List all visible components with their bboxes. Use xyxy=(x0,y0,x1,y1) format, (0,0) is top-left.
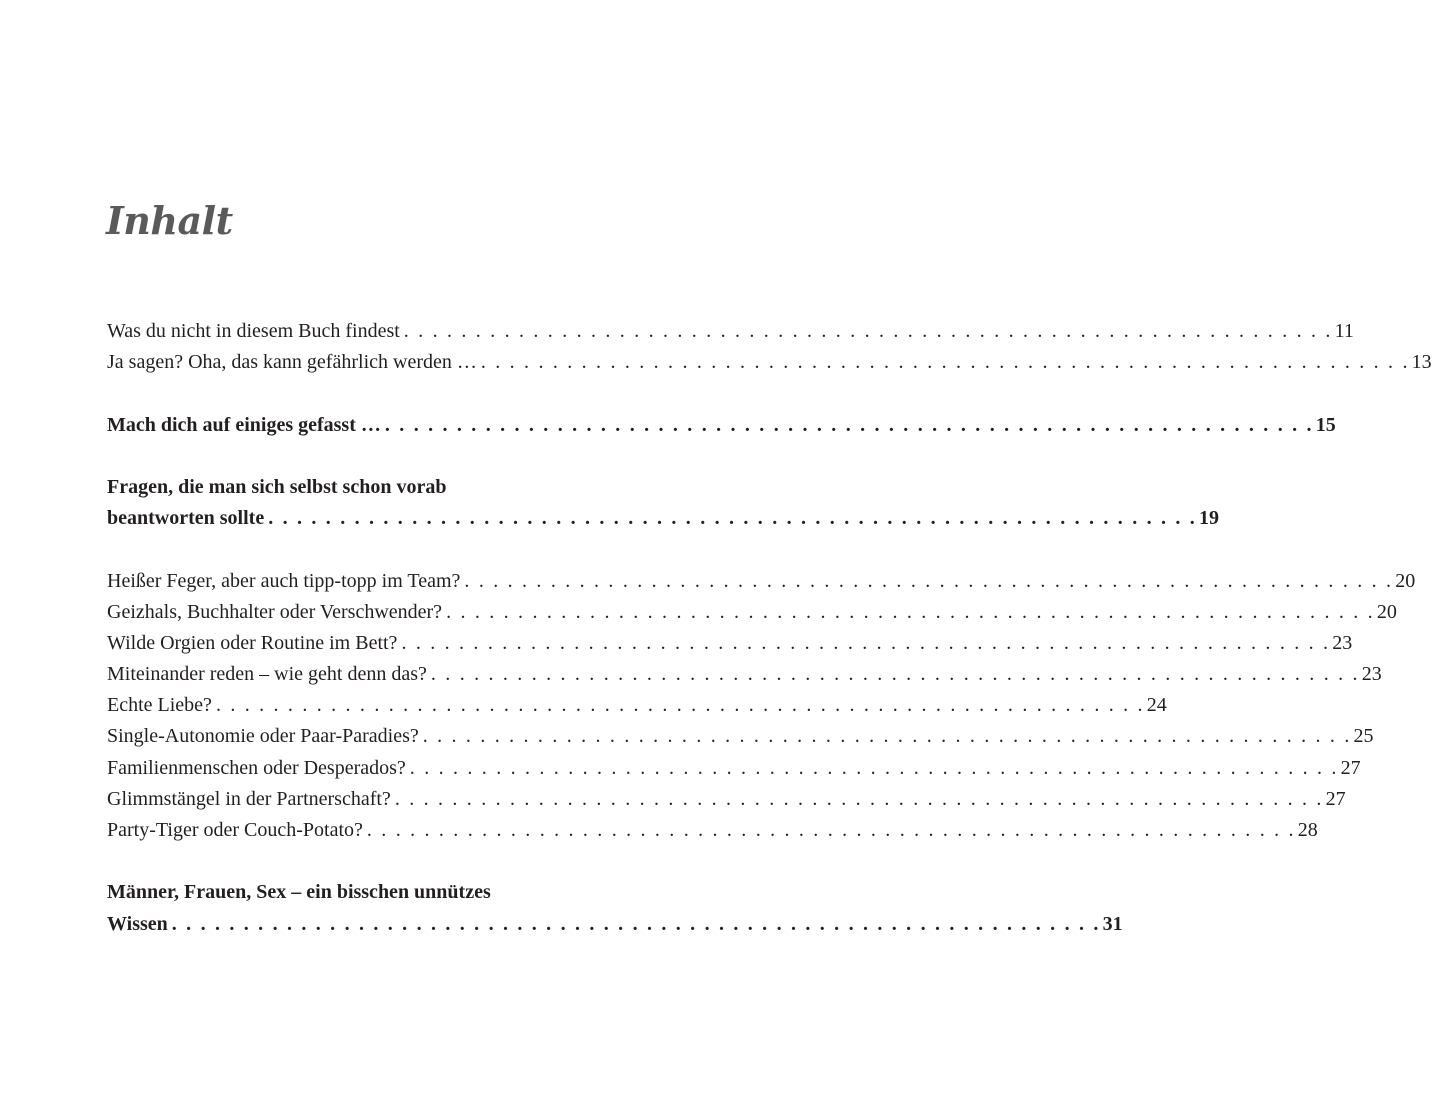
dot-leader: . . . . . . . . . . . . . . . . . . . . . . . . . . . . . . . . . . . . . . . . . . . . . . . . . . . . . . . . . . . . . . . . . xyxy=(409,756,1339,779)
toc-entry-page: 20 xyxy=(1395,569,1416,592)
dot-leader: . . . . . . . . . . . . . . . . . . . . . . . . . . . . . . . . . . . . . . . . . . . . . . . . . . . . . . . . . . . . . . . . . xyxy=(215,694,1145,717)
toc-entry-title: Wilde Orgien oder Routine im Bett? xyxy=(107,631,398,654)
dot-leader: . . . . . . . . . . . . . . . . . . . . . . . . . . . . . . . . . . . . . . . . . . . . . . . . . . . . . . . . . . . . . . . . . xyxy=(464,569,1394,592)
toc-entry xyxy=(107,628,1353,659)
toc-chapter-title: beantworten sollte xyxy=(107,507,265,530)
toc-entry-title: Glimmstängel in der Partnerschaft? xyxy=(107,787,391,810)
toc-entry-page: 23 xyxy=(1332,631,1353,654)
toc-entry-page: 25 xyxy=(1353,725,1374,748)
toc-entry-page: 20 xyxy=(1376,600,1397,623)
toc-entry xyxy=(107,316,1354,347)
toc-entry xyxy=(107,659,1382,690)
toc-chapter xyxy=(107,410,1336,441)
toc-entry-title: Familienmenschen oder Desperados? xyxy=(107,756,406,779)
toc-entry-page: 23 xyxy=(1361,663,1382,686)
spacer xyxy=(107,441,602,472)
toc-chapter-title: Wissen xyxy=(107,912,168,935)
toc-chapter xyxy=(107,503,1220,534)
toc-chapter xyxy=(107,909,1123,940)
spacer xyxy=(107,534,602,565)
dot-leader: . . . . . . . . . . . . . . . . . . . . . . . . . . . . . . . . . . . . . . . . . . . . . . . . . . . . . . . . . . . . . . . . . xyxy=(394,787,1324,810)
toc-entry-page: 28 xyxy=(1297,819,1318,841)
toc-chapter-title-line: Männer, Frauen, Sex – ein bisschen unnützes xyxy=(107,881,491,904)
toc-entry-title: Single-Autonomie oder Paar-Paradies? xyxy=(107,725,419,748)
toc-chapter-title: Mach dich auf einiges gefasst … xyxy=(107,413,381,436)
toc-entry-page: 27 xyxy=(1340,756,1361,779)
toc-entry xyxy=(107,815,1318,846)
spacer xyxy=(107,846,602,877)
toc-entry-title: Heißer Feger, aber auch tipp-topp im Team? xyxy=(107,569,461,592)
table-of-contents xyxy=(107,316,1432,940)
toc-entry-title: Ja sagen? Oha, das kann gefährlich werden … xyxy=(107,351,477,374)
dot-leader: . . . . . . . . . . . . . . . . . . . . . . . . . . . . . . . . . . . . . . . . . . . . . . . . . . . . . . . . . . . . . . . . . xyxy=(480,351,1410,374)
dot-leader: . . . . . . . . . . . . . . . . . . . . . . . . . . . . . . . . . . . . . . . . . . . . . . . . . . . . . . . . . . . . . . . . . xyxy=(268,507,1198,530)
toc-entry-page: 27 xyxy=(1325,787,1346,810)
toc-chapter-page: 19 xyxy=(1199,507,1220,530)
page-title: Inhalt xyxy=(106,198,233,243)
dot-leader: . . . . . . . . . . . . . . . . . . . . . . . . . . . . . . . . . . . . . . . . . . . . . . . . . . . . . . . . . . . . . . . . . xyxy=(384,413,1314,436)
dot-leader: . . . . . . . . . . . . . . . . . . . . . . . . . . . . . . . . . . . . . . . . . . . . . . . . . . . . . . . . . . . . . . . . . xyxy=(171,912,1101,935)
toc-chapter-page: 31 xyxy=(1102,912,1123,935)
dot-leader: . . . . . . . . . . . . . . . . . . . . . . . . . . . . . . . . . . . . . . . . . . . . . . . . . . . . . . . . . . . . . . . . . xyxy=(446,600,1375,623)
dot-leader: . . . . . . . . . . . . . . . . . . . . . . . . . . . . . . . . . . . . . . . . . . . . . . . . . . . . . . . . . . . . . . . . . xyxy=(422,725,1352,748)
toc-chapter-title-line: Fragen, die man sich selbst schon vorab xyxy=(107,475,447,498)
dot-leader: . . . . . . . . . . . . . . . . . . . . . . . . . . . . . . . . . . . . . . . . . . . . . . . . . . . . . . . . . . . . . . . . . xyxy=(366,819,1296,841)
toc-entry-title: Was du nicht in diesem Buch findest xyxy=(107,320,400,342)
toc-chapter-page: 15 xyxy=(1315,413,1336,436)
spacer xyxy=(107,378,602,409)
toc-entry xyxy=(107,753,1361,784)
dot-leader: . . . . . . . . . . . . . . . . . . . . . . . . . . . . . . . . . . . . . . . . . . . . . . . . . . . . . . . . . . . . . . . . . xyxy=(401,631,1331,654)
dot-leader: . . . . . . . . . . . . . . . . . . . . . . . . . . . . . . . . . . . . . . . . . . . . . . . . . . . . . . . . . . . . . . . . . xyxy=(403,320,1333,342)
toc-entry xyxy=(107,690,1167,721)
toc-entry-page: 11 xyxy=(1334,320,1354,342)
toc-entry xyxy=(107,566,1416,597)
toc-entry xyxy=(107,597,1397,628)
toc-entry-title: Party-Tiger oder Couch-Potato? xyxy=(107,819,363,841)
toc-entry xyxy=(107,784,1346,815)
toc-entry-title: Geizhals, Buchhalter oder Verschwender? xyxy=(107,600,443,623)
toc-entry-title: Echte Liebe? xyxy=(107,694,212,717)
toc-entry-title: Miteinander reden – wie geht denn das? xyxy=(107,663,427,686)
toc-entry xyxy=(107,347,1432,378)
toc-entry xyxy=(107,721,1374,752)
toc-entry-page: 13 xyxy=(1411,351,1432,374)
dot-leader: . . . . . . . . . . . . . . . . . . . . . . . . . . . . . . . . . . . . . . . . . . . . . . . . . . . . . . . . . . . . . . . . . xyxy=(430,663,1360,686)
toc-entry-page: 24 xyxy=(1146,694,1167,717)
